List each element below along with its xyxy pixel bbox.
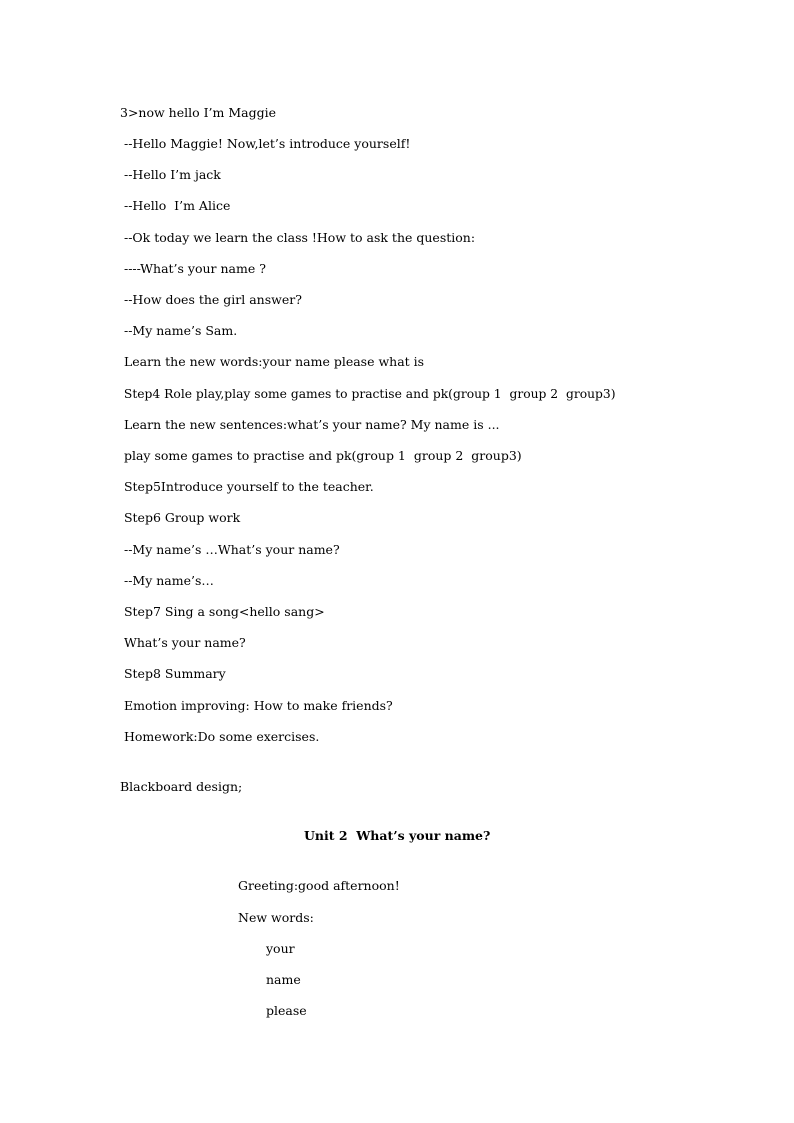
lesson-line: --Hello Maggie! Now,let’s introduce yourself! <box>120 136 411 151</box>
lesson-line: --My name’s Sam. <box>120 323 238 338</box>
lesson-line: ----What’s your name ? <box>120 261 266 276</box>
lesson-line: --My name’s …What’s your name? <box>120 542 340 557</box>
lesson-line: --Hello I’m Alice <box>120 198 231 213</box>
lesson-line: Emotion improving: How to make friends? <box>120 698 393 713</box>
lesson-line: Step4 Role play,play some games to practise and pk(group 1 group 2 group3) <box>120 387 616 401</box>
lesson-line: play some games to practise and pk(group 1 group 2 group3) <box>120 448 522 463</box>
blackboard-title: Unit 2 What’s your name? <box>304 828 491 843</box>
blackboard-greeting: Greeting:good afternoon! <box>238 878 400 893</box>
lesson-line: Step6 Group work <box>120 510 241 525</box>
lesson-line: Step7 Sing a song<hello sang> <box>120 604 325 619</box>
blackboard-label: Blackboard design; <box>120 779 243 794</box>
lesson-line: Step5Introduce yourself to the teacher. <box>120 479 374 494</box>
blackboard-new-words-label: New words: <box>238 910 314 925</box>
lesson-line: --My name’s… <box>120 573 214 588</box>
blackboard-word: your <box>266 941 295 956</box>
lesson-line: --Hello I’m jack <box>120 167 221 182</box>
lesson-line: Learn the new words:your name please what is <box>120 354 425 369</box>
lesson-line: --Ok today we learn the class !How to ask the question: <box>120 230 476 245</box>
blackboard-word: please <box>266 1003 307 1018</box>
lesson-line: 3>now hello I’m Maggie <box>120 105 277 120</box>
lesson-line: Step8 Summary <box>120 666 226 681</box>
lesson-line: What’s your name? <box>120 635 246 650</box>
lesson-line: Homework:Do some exercises. <box>120 729 320 744</box>
blackboard-word: name <box>266 972 301 987</box>
lesson-line: Learn the new sentences:what’s your name? My name is ... <box>120 417 500 432</box>
lesson-line: --How does the girl answer? <box>120 292 302 307</box>
